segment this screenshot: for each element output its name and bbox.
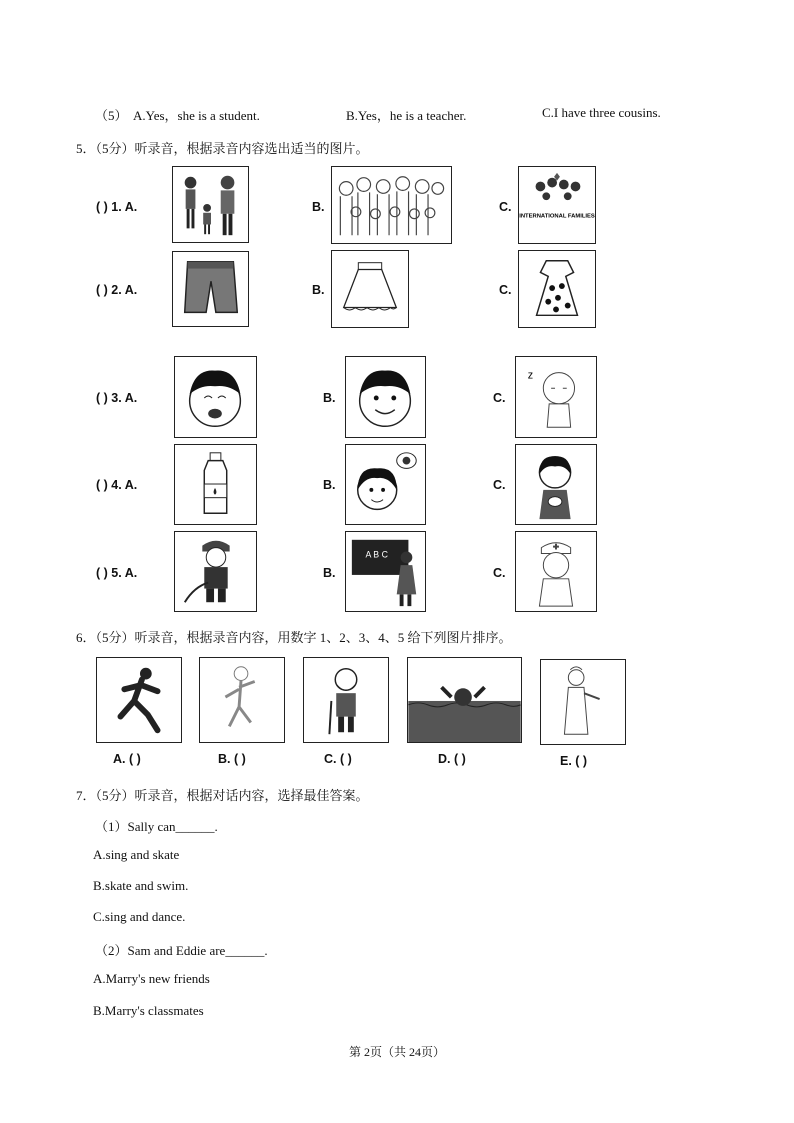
hungry-girl-image: [345, 444, 426, 525]
q4-item5-option-c: C.I have three cousins.: [542, 105, 661, 120]
sleepy-baby-image: [515, 356, 597, 438]
crying-boy-image: [174, 356, 257, 438]
dancer-image: [199, 657, 285, 743]
q5-row5-c: C.: [493, 566, 506, 580]
q7-sub1-question: （1）Sally can______.: [95, 819, 218, 834]
q6-label-d: D. ( ): [438, 752, 466, 766]
q5-row4-c: C.: [493, 478, 506, 492]
q7-sub1-option-c: C.sing and dance.: [93, 909, 186, 924]
q5-row1-b: B.: [312, 200, 325, 214]
skirt-image: [331, 250, 409, 328]
smiling-boy-image: [345, 356, 426, 438]
shorts-image: [172, 251, 249, 327]
girl-eating-image: [515, 444, 597, 525]
q7-heading: 7．（5分）听录音，根据对话内容，选择最佳答案。: [76, 788, 369, 803]
teacher-blackboard-image: [345, 531, 426, 612]
q5-row1-c: C.: [499, 200, 512, 214]
q5-row5-prefix: ( ) 5. A.: [96, 566, 138, 580]
nurse-image: [515, 531, 597, 612]
water-bottle-image: [174, 444, 257, 525]
q5-row3-c: C.: [493, 391, 506, 405]
q4-item5-option-b: B.Yes，he is a teacher.: [346, 108, 467, 123]
q6-heading: 6．（5分）听录音，根据录音内容，用数字 1、2、3、4、5 给下列图片排序。: [76, 630, 512, 645]
q5-row4-b: B.: [323, 478, 336, 492]
firefighter-image: [174, 531, 257, 612]
big-family-image: [331, 166, 452, 244]
old-man-image: [303, 657, 389, 743]
q4-item5-option-a: A.Yes，she is a student.: [133, 108, 260, 123]
family-of-four-image: [172, 166, 249, 243]
q5-row1-prefix: ( ) 1. A.: [96, 200, 138, 214]
q7-sub1-option-a: A.sing and skate: [93, 847, 180, 862]
q5-row2-prefix: ( ) 2. A.: [96, 283, 138, 297]
page-footer: 第 2页（共 24页）: [348, 1045, 445, 1059]
q5-row3-prefix: ( ) 3. A.: [96, 391, 138, 405]
nurse-pointing-image: [540, 659, 626, 745]
blackboard-text: A B C: [365, 549, 388, 560]
q4-item5-number: （5）: [95, 108, 128, 123]
q7-sub2-question: （2）Sam and Eddie are______.: [95, 943, 268, 958]
q7-sub2-option-a: A.Marry's new friends: [93, 971, 210, 986]
q5-heading: 5．（5分）听录音，根据录音内容选出适当的图片。: [76, 141, 369, 156]
q7-sub1-option-b: B.skate and swim.: [93, 878, 189, 893]
international-label: INTERNATIONAL FAMILIES: [519, 213, 595, 220]
q5-row3-b: B.: [323, 391, 336, 405]
runner-image: [96, 657, 182, 743]
international-families-image: [518, 166, 596, 244]
svg-text:z: z: [527, 369, 534, 382]
q5-row2-c: C.: [499, 283, 512, 297]
q5-row5-b: B.: [323, 566, 336, 580]
swimmer-image: [407, 657, 522, 743]
q7-sub2-option-b: B.Marry's classmates: [93, 1003, 204, 1018]
q6-label-b: B. ( ): [218, 752, 246, 766]
polka-dot-dress-image: [518, 250, 596, 328]
q6-label-a: A. ( ): [113, 752, 141, 766]
q6-label-e: E. ( ): [560, 754, 588, 768]
q5-row2-b: B.: [312, 283, 325, 297]
q6-label-c: C. ( ): [324, 752, 352, 766]
q5-row4-prefix: ( ) 4. A.: [96, 478, 138, 492]
